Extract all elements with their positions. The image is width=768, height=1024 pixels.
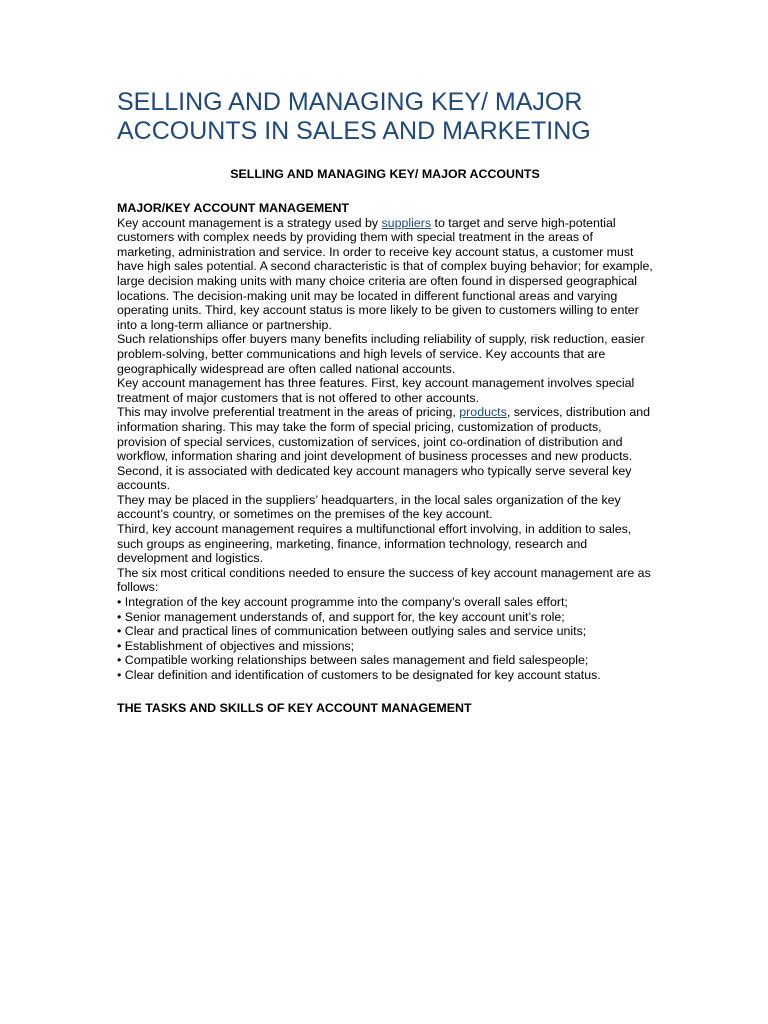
list-item: • Establishment of objectives and missions;: [117, 639, 653, 654]
body-text: [117, 216, 653, 595]
subsection-heading: MAJOR/KEY ACCOUNT MANAGEMENT: [117, 201, 349, 215]
list-item: • Clear definition and identification of customers to be designated for key account status.: [117, 668, 653, 683]
paragraph-critical-conditions: The six most critical conditions needed to ensure the success of key account management are as follows:: [117, 565, 651, 595]
page-title: SELLING AND MANAGING KEY/ MAJOR ACCOUNTS IN SALES AND MARKETING: [117, 88, 591, 145]
list-item: • Clear and practical lines of communication between outlying sales and service units;: [117, 624, 653, 639]
document-page: [117, 0, 653, 716]
paragraph-text: , services, distribution and information sharing. This may take the form of special pricing, customization of products, provision of special services, customization of services, joint co-ordination of distribution and workflow, information sharing and joint development of business processes and new products. Second, it is associated with dedicated key account managers who typically serve several key accounts.: [117, 405, 651, 493]
paragraph-text: Key account management is a strategy used by: [117, 215, 382, 230]
tasks-heading: THE TASKS AND SKILLS OF KEY ACCOUNT MANAGEMENT: [117, 700, 472, 715]
paragraph-text: to target and serve high-potential customers with complex needs by providing them with special treatment in the areas of marketing, administration and service. In order to receive key account status, a customer must have high sales potential. A second characteristic is that of complex buying behavior; for example, large decision making units with many choice criteria are often found in dispersed geographical locations. The decision-making unit may be located in different functional areas and varying operating units. Third, key account status is more likely to be given to customers willing to enter into a long-term alliance or partnership.: [117, 215, 653, 332]
conditions-list: [117, 595, 653, 683]
list-item: • Compatible working relationships between sales management and field salespeople;: [117, 653, 653, 668]
paragraph-placement: They may be placed in the suppliers’ headquarters, in the local sales organization of the key account’s country, or sometimes on the premises of the key account.: [117, 492, 621, 522]
paragraph-preferential-treatment: [117, 405, 653, 493]
list-item: • Integration of the key account programme into the company’s overall sales effort;: [117, 595, 653, 610]
list-item: • Senior management understands of, and support for, the key account unit’s role;: [117, 610, 653, 625]
paragraph-benefits: Such relationships offer buyers many benefits including reliability of supply, risk reduction, easier problem-solving, better communications and high levels of service. Key accounts that are geographically widespread are often called national accounts.: [117, 332, 645, 376]
suppliers-link[interactable]: suppliers: [381, 215, 432, 230]
paragraph-key-account-definition: [117, 216, 653, 333]
products-link[interactable]: products: [459, 405, 507, 420]
paragraph-text: This may involve preferential treatment in the areas of pricing,: [117, 405, 460, 420]
section-heading: SELLING AND MANAGING KEY/ MAJOR ACCOUNTS: [230, 167, 540, 181]
paragraph-multifunctional: Third, key account management requires a multifunctional effort involving, in addition to sales, such groups as engineering, marketing, finance, information technology, research and development and logistics.: [117, 522, 632, 566]
paragraph-three-features: Key account management has three features. First, key account management involves special treatment of major customers that is not offered to other accounts.: [117, 376, 635, 405]
